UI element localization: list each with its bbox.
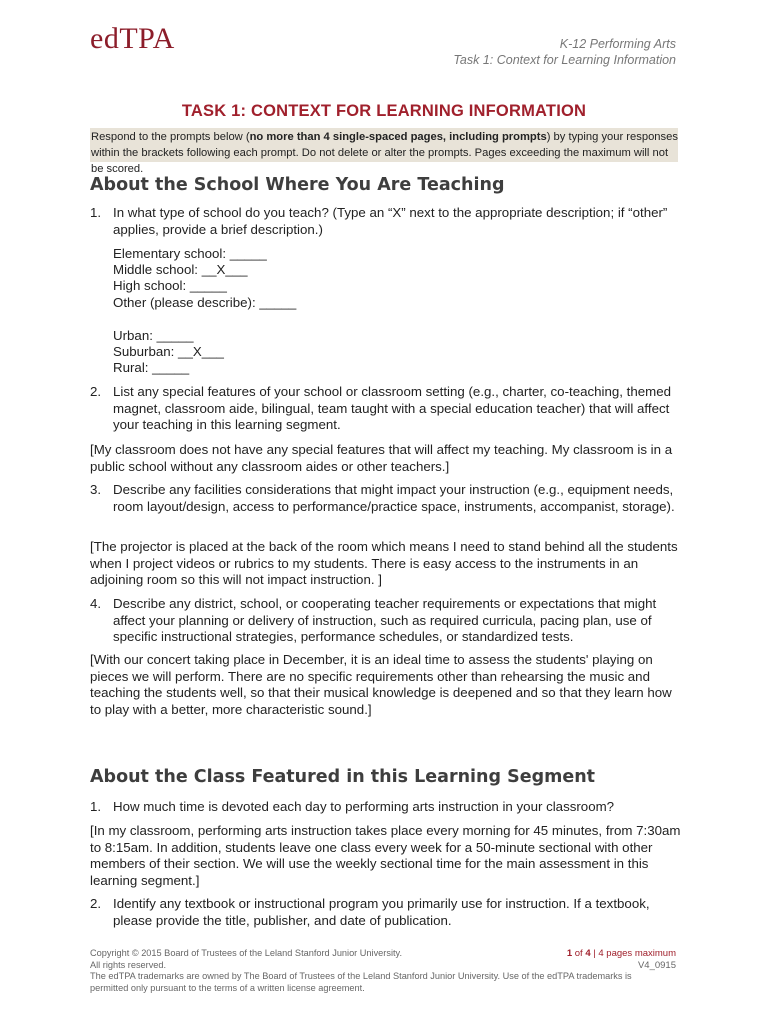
prompt-text: Describe any facilities considerations that might impact your instruction (e.g., equipment needs, room layout/design, access to performance/practice space, instruments, accompanist, storage). — [113, 482, 675, 514]
document-header — [453, 36, 676, 68]
page-title: TASK 1: CONTEXT FOR LEARNING INFORMATION — [181, 102, 587, 120]
prompt-text: In what type of school do you teach? (Type an “X” next to the appropriate description; if “other” applies, provide a brief description.) — [113, 205, 668, 237]
prompt-facilities — [90, 482, 682, 515]
section-heading-school: About the School Where You Are Teaching — [90, 175, 505, 195]
page-max: | 4 pages maximum — [590, 948, 676, 959]
instructions-box — [90, 128, 678, 175]
prompt-instruction-time — [90, 799, 682, 816]
rights-line: All rights reserved. — [90, 959, 167, 970]
edtpa-logo: edTPA — [90, 22, 175, 55]
prompt-special-features — [90, 384, 682, 434]
answer-line-other[interactable]: Other (please describe): _____ — [113, 295, 297, 310]
copyright-line: Copyright © 2015 Board of Trustees of the Leland Stanford Junior University. — [90, 948, 402, 958]
answer-line-suburban[interactable]: Suburban: __X___ — [113, 344, 224, 359]
trademark-line: The edTPA trademarks are owned by The Board of Trustees of the Leland Stanford Junior University. Use of the edTPA trademarks is permitted only pursuant to the terms of a written license agreement. — [90, 971, 632, 993]
prompt-text: How much time is devoted each day to performing arts instruction in your classroom? — [113, 799, 615, 814]
version-label: V4_0915 — [637, 960, 676, 971]
section-heading-class: About the Class Featured in this Learning Segment — [90, 767, 596, 787]
prompt-number: 2. — [90, 384, 102, 399]
response-facilities[interactable]: [The projector is placed at the back of the room which means I need to stand behind all the students when I project videos or rubrics to my students. There is easy access to the instruments in an adjoining room so this will not impact instruction. ] — [90, 539, 678, 587]
page-of: of — [572, 948, 586, 959]
prompt-requirements — [90, 596, 682, 646]
prompt-number: 3. — [90, 482, 102, 497]
instructions-bold: no more than 4 single-spaced pages, including prompts — [249, 131, 547, 143]
page-total: 4 — [585, 948, 591, 959]
prompt-text: List any special features of your school or classroom setting (e.g., charter, co-teaching, themed magnet, classroom aide, bilingual, team taught with a special education teacher) that will affect your teaching in this learning segment. — [113, 384, 672, 432]
answer-line-rural[interactable]: Rural: _____ — [113, 360, 190, 375]
prompt-number: 2. — [90, 896, 102, 911]
prompt-textbook — [90, 896, 682, 929]
answer-line-elementary[interactable]: Elementary school: _____ — [113, 246, 267, 261]
instructions-text-2: ) by typing your responses within the brackets following each prompt. Do not delete or alter the prompts. Pages exceeding the maximum will not be scored. — [91, 131, 678, 175]
answer-line-urban[interactable]: Urban: _____ — [113, 328, 194, 343]
response-special-features[interactable]: [My classroom does not have any special features that will affect my teaching. My classroom is in a public school without any classroom aides or other teachers.] — [90, 442, 673, 474]
prompt-number: 4. — [90, 596, 102, 611]
instructions-text-1: Respond to the prompts below ( — [91, 131, 250, 143]
prompt-school-type — [90, 205, 682, 238]
prompt-number: 1. — [90, 799, 102, 814]
page-count — [567, 948, 676, 960]
prompt-text: Describe any district, school, or cooperating teacher requirements or expectations that might affect your planning or delivery of instruction, such as required curricula, pacing plan, use of specific instructional strategies, performance schedules, or standardized tests. — [113, 596, 657, 644]
header-subject: K-12 Performing Arts — [559, 37, 676, 51]
response-instruction-time[interactable]: [In my classroom, performing arts instruction takes place every morning for 45 minutes, from 7:30am to 8:15am. In addition, students leave one class every week for a 50-minute sectional with other members of their section. We will use the weekly sectional time for the main assessment in this learning segment.] — [90, 823, 681, 888]
answer-line-middle[interactable]: Middle school: __X___ — [113, 262, 248, 277]
answer-line-high[interactable]: High school: _____ — [113, 278, 227, 293]
response-requirements[interactable]: [With our concert taking place in December, it is an ideal time to assess the students' playing on pieces we will perform. There are no specific requirements other than rehearsing the music and teaching the students well, so that their musical knowledge is deepened and so that they learn how to play with a better, more characteristic sound.] — [90, 652, 672, 717]
prompt-number: 1. — [90, 205, 102, 220]
header-task: Task 1: Context for Learning Information — [453, 53, 676, 67]
page-current: 1 — [566, 948, 573, 959]
footer-page-info — [567, 948, 676, 972]
prompt-text: Identify any textbook or instructional program you primarily use for instruction. If a textbook, please provide the title, publisher, and date of publication. — [113, 896, 650, 928]
